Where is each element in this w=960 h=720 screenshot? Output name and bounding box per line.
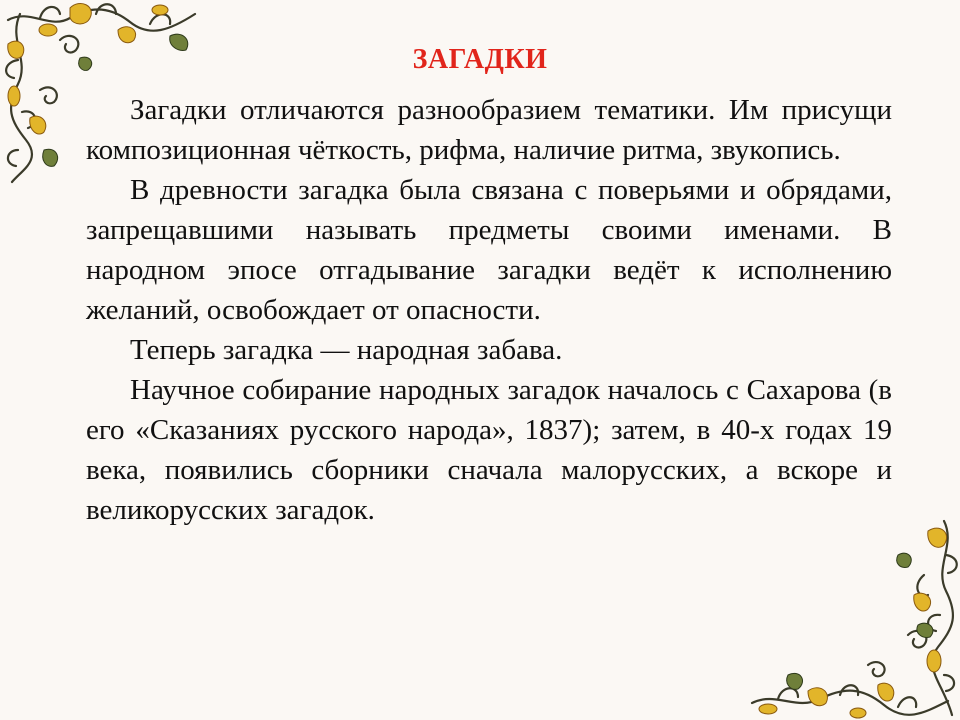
paragraph-1: Загадки отличаются разнообразием тематики. Им присущи композиционная чёткость, рифма, наличие ритма, звукопись. bbox=[86, 94, 892, 166]
slide-title: ЗАГАДКИ bbox=[412, 44, 548, 75]
paragraph-2: В древности загадка была связана с поверьями и обрядами, запрещавшими называть предметы своими именами. В народном эпосе отгадывание загадки ведёт к исполнению желаний, освобождает от опасности. bbox=[86, 174, 892, 326]
paragraph-4: Научное собирание народных загадок началось с Сахарова (в его «Сказаниях русского народа», 1837); затем, в 40-х годах 19 века, появились сборники сначала малорусских, а вскоре и великорусских загадок. bbox=[86, 374, 892, 526]
paragraph-3: Теперь загадка — народная забава. bbox=[130, 334, 563, 366]
slide-body bbox=[86, 90, 892, 530]
floral-corner-ornament-bottom-right-icon bbox=[748, 515, 960, 720]
